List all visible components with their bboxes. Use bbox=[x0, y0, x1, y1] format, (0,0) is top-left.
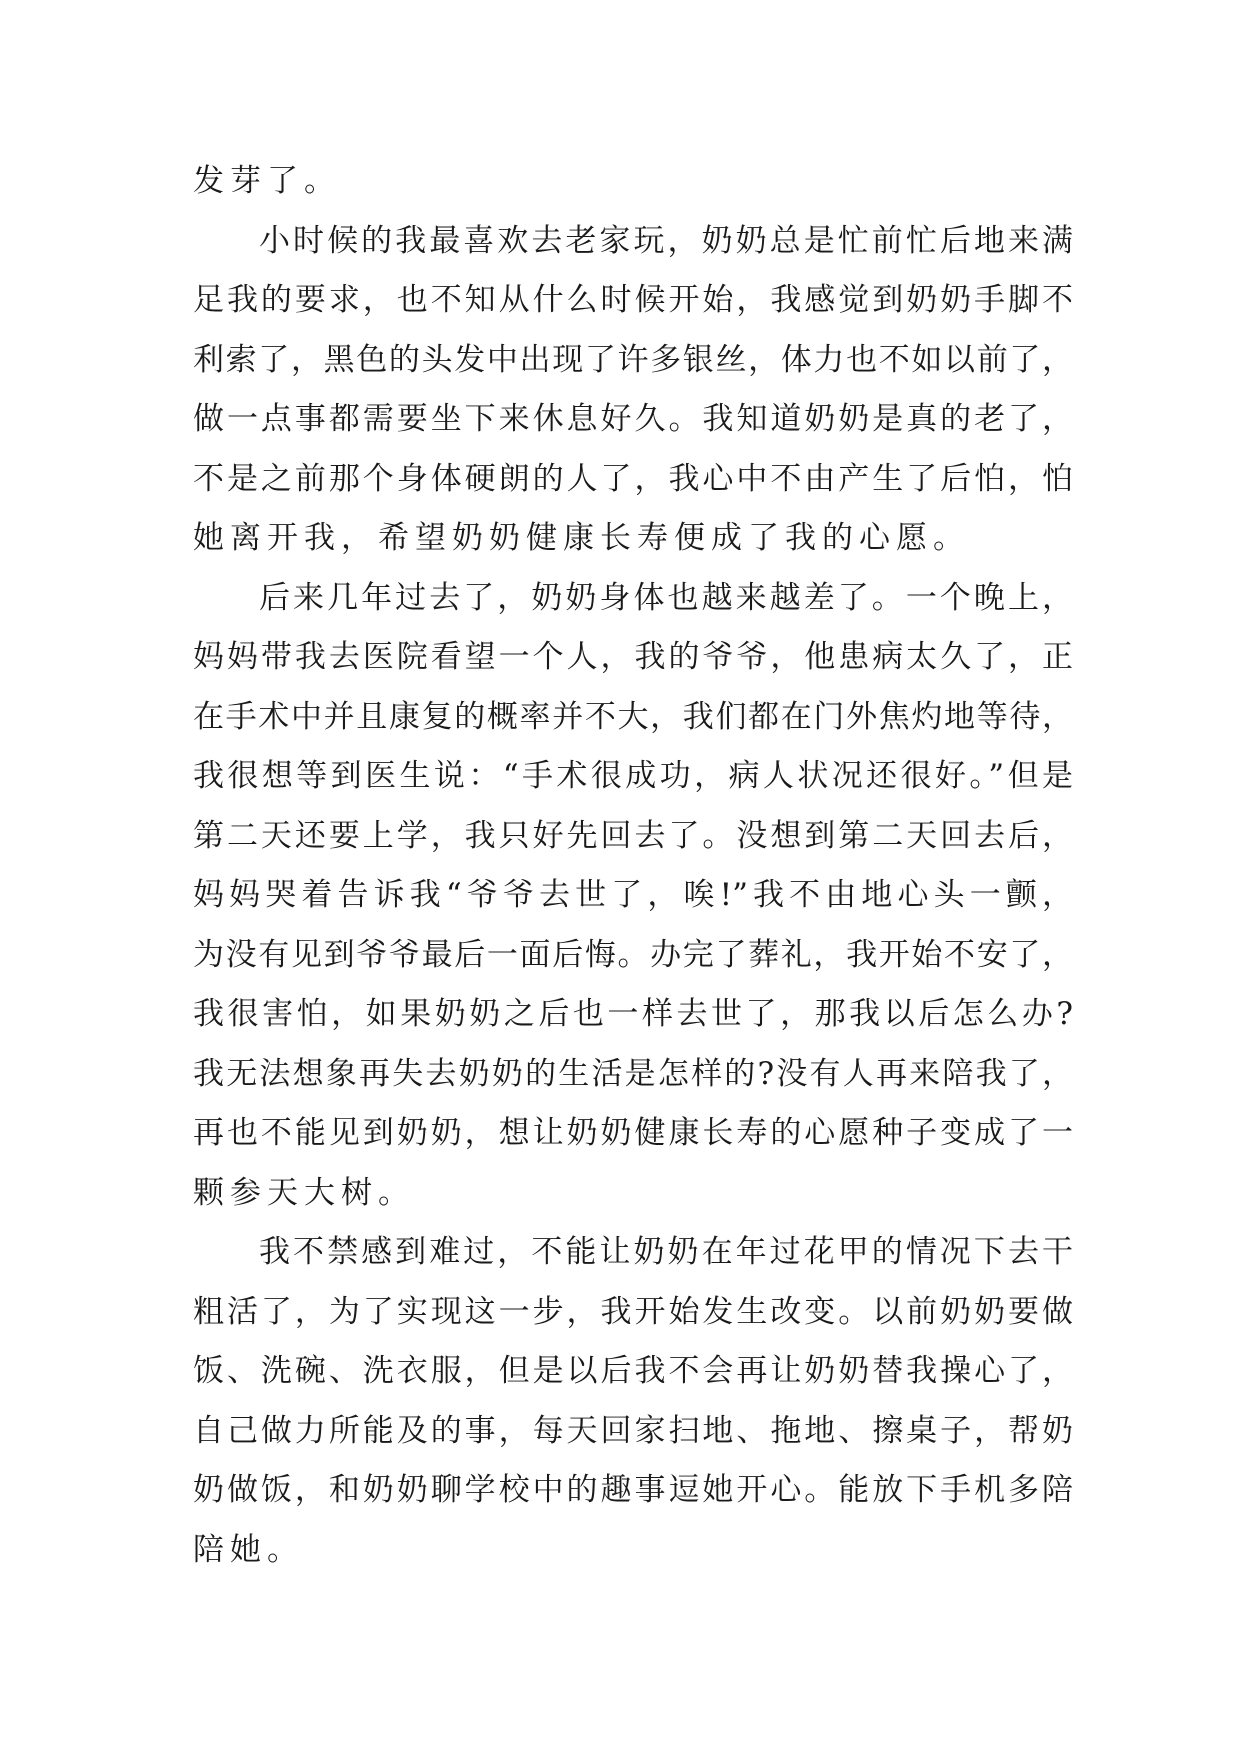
text-line: 为没有见到爷爷最后一面后悔。办完了葬礼，我开始不安了， bbox=[193, 936, 1073, 973]
text-line: 我无法想象再失去奶奶的生活是怎样的?没有人再来陪我了， bbox=[193, 1055, 1073, 1092]
text-line: 利索了，黑色的头发中出现了许多银丝，体力也不如以前了， bbox=[193, 341, 1073, 378]
text-line: 我不禁感到难过，不能让奶奶在年过花甲的情况下去干 bbox=[259, 1234, 1073, 1270]
text-line: 颗参天大树。 bbox=[193, 1174, 415, 1211]
text-line: 在手术中并且康复的概率并不大，我们都在门外焦灼地等待， bbox=[193, 698, 1073, 735]
text-line: 她离开我，希望奶奶健康长寿便成了我的心愿。 bbox=[193, 520, 970, 556]
text-line: 粗活了，为了实现这一步，我开始发生改变。以前奶奶要做 bbox=[193, 1293, 1073, 1330]
text-line: 自己做力所能及的事，每天回家扫地、拖地、擦桌子，帮奶 bbox=[193, 1412, 1073, 1449]
text-line: 妈妈带我去医院看望一个人，我的爷爷，他患病太久了，正 bbox=[193, 639, 1073, 675]
text-line: 再也不能见到奶奶，想让奶奶健康长寿的心愿种子变成了一 bbox=[193, 1115, 1073, 1151]
text-line: 做一点事都需要坐下来休息好久。我知道奶奶是真的老了， bbox=[193, 401, 1073, 437]
text-line: 不是之前那个身体硬朗的人了，我心中不由产生了后怕，怕 bbox=[193, 460, 1073, 497]
text-line: 我很想等到医生说：“手术很成功，病人状况还很好。”但是 bbox=[193, 758, 1073, 794]
text-line: 妈妈哭着告诉我“爷爷去世了，唉!”我不由地心头一颤， bbox=[193, 877, 1073, 913]
text-line: 足我的要求，也不知从什么时候开始，我感觉到奶奶手脚不 bbox=[193, 282, 1073, 318]
text-line: 奶做饭，和奶奶聊学校中的趣事逗她开心。能放下手机多陪 bbox=[193, 1472, 1073, 1508]
text-line: 发芽了。 bbox=[193, 163, 341, 199]
text-line: 后来几年过去了，奶奶身体也越来越差了。一个晚上， bbox=[259, 579, 1073, 616]
body-text bbox=[193, 161, 1073, 1589]
text-line: 第二天还要上学，我只好先回去了。没想到第二天回去后， bbox=[193, 817, 1073, 854]
text-line: 小时候的我最喜欢去老家玩，奶奶总是忙前忙后地来满 bbox=[259, 222, 1073, 259]
text-line: 陪她。 bbox=[193, 1531, 304, 1568]
text-line: 饭、洗碗、洗衣服，但是以后我不会再让奶奶替我操心了， bbox=[193, 1353, 1073, 1389]
text-line: 我很害怕，如果奶奶之后也一样去世了，那我以后怎么办? bbox=[193, 996, 1073, 1032]
